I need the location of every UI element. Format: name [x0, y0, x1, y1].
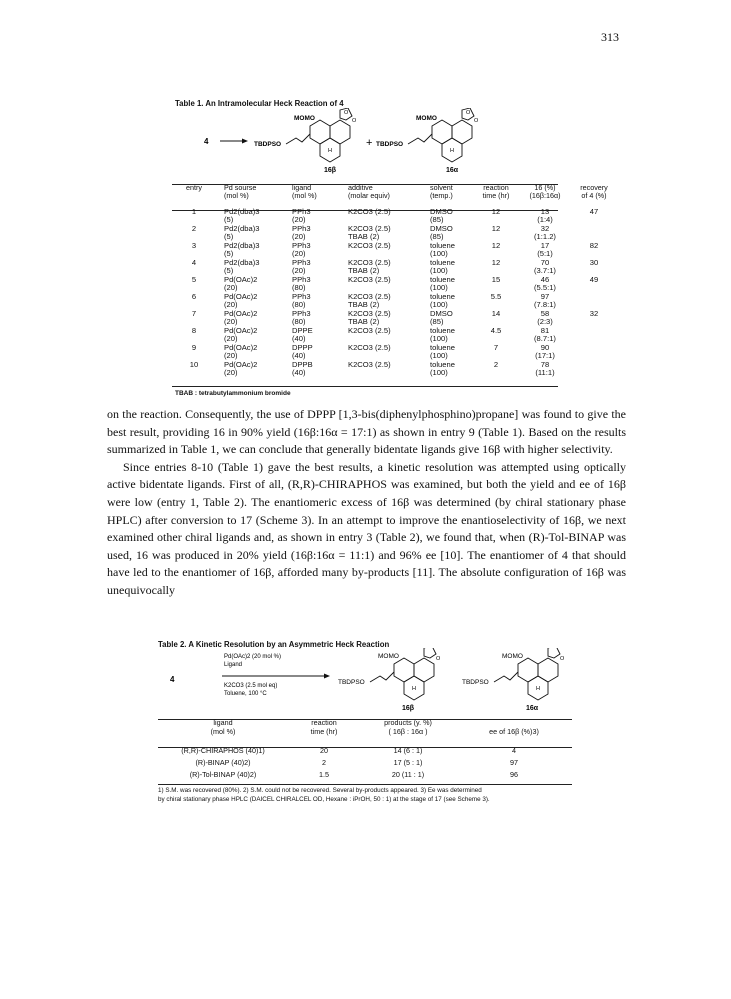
table-cell: 2: [493, 360, 499, 369]
text-label: (5:1): [537, 249, 553, 259]
table-row: [172, 259, 614, 276]
text-label: 97: [540, 292, 550, 301]
table-cell: [158, 719, 288, 745]
text-label: 16 (%): [534, 183, 556, 192]
text-label: K2CO3 (2.5): [348, 241, 391, 250]
text-label: (mol %): [292, 191, 317, 200]
table-cell: 7: [493, 343, 499, 352]
text-label: O: [560, 656, 565, 662]
text-label: (3.7:1): [534, 266, 556, 276]
table-cell: 1: [191, 207, 197, 216]
text-label: DMSO: [430, 224, 453, 233]
text-label: (20): [224, 334, 238, 344]
table1-caption: Table 1. An Intramolecular Heck Reaction of 4: [175, 99, 344, 108]
text-label: DPPB: [292, 360, 313, 369]
text-label: K2CO3 (2.5): [348, 309, 391, 318]
table2-footnote: 1) S.M. was recovered (80%). 2) S.M. could not be recovered. Several by-products appeared. 3) Ee was determined: [158, 787, 482, 794]
table-cell: 12: [491, 258, 501, 267]
molecule-16beta: [254, 108, 357, 174]
table-cell: 12: [491, 224, 501, 233]
table-cell: [424, 344, 476, 361]
text-label: O: [436, 656, 441, 662]
table-row: [172, 293, 614, 310]
table-cell: 14: [491, 309, 501, 318]
text-label: entry: [186, 183, 202, 192]
table1-footnote: TBAB : tetrabutylammonium bromide: [175, 390, 291, 397]
table-cell: 5.5: [490, 292, 502, 301]
text-label: (80): [292, 300, 306, 310]
table2-bottom-rule: [158, 784, 572, 785]
text-label: PPh3: [292, 258, 311, 267]
text-label: TBDPSO: [338, 679, 365, 686]
table-cell: [288, 293, 340, 310]
table-cell: [288, 719, 360, 745]
text-label: (40): [292, 368, 306, 378]
text-label: (20): [224, 317, 238, 327]
text-label: (20): [292, 215, 306, 225]
text-label: (8.7:1): [534, 334, 556, 344]
body-paragraph: on the reaction. Consequently, the use of DPPP [1,3-bis(diphenylphosphino)propane] was found to give the best result, providing 16 in 90% yield (16β:16α = 17:1) as shown in entry 9 (Table 1). Based on the results summarized in Table 1, we can conclude that generally bidentate ligands give 16β with higher selectivity.: [107, 407, 626, 457]
text-label: (5): [224, 266, 234, 276]
page-number: 313: [601, 30, 619, 44]
text-label: 13: [540, 207, 550, 216]
text-label: K2CO3 (2.5): [348, 326, 391, 335]
table-cell: [288, 259, 340, 276]
text-label: (20): [292, 232, 306, 242]
text-label: toluene: [430, 275, 455, 284]
table-cell: [340, 361, 424, 378]
text-label: (17:1): [535, 351, 555, 361]
table-cell: 96: [510, 770, 518, 779]
table-cell: [288, 327, 340, 344]
text-label: toluene: [430, 241, 455, 250]
table-row: [158, 745, 572, 757]
table2-footnotes: [158, 786, 578, 804]
table-cell: [360, 719, 456, 745]
text-label: O: [352, 118, 357, 124]
text-label: (100): [430, 249, 448, 259]
text-label: (20): [224, 300, 238, 310]
text-label: solvent: [430, 183, 453, 192]
text-label: (40): [292, 351, 306, 361]
table-cell: [216, 310, 288, 327]
text-label: (80): [292, 283, 306, 293]
table-cell: [340, 259, 424, 276]
text-label: (100): [430, 351, 448, 361]
text-label: Pd(OAc)2: [224, 360, 258, 369]
text-label: O: [474, 118, 479, 124]
text-label: Pd2(dba)3: [224, 258, 260, 267]
table-cell: 15: [491, 275, 501, 284]
text-label: (20): [224, 368, 238, 378]
table2-reaction-scheme: [148, 648, 588, 714]
text-label: (20): [224, 351, 238, 361]
table-cell: [216, 242, 288, 259]
text-label: 16α: [526, 705, 539, 712]
text-label: K2CO3 (2.5): [348, 360, 391, 369]
text-label: 4: [170, 675, 175, 684]
table-cell: [288, 344, 340, 361]
text-label: MOMO: [502, 653, 523, 660]
text-label: (mol %): [210, 726, 236, 736]
text-label: (5): [224, 215, 234, 225]
table-row: [172, 208, 614, 225]
table-cell: [424, 259, 476, 276]
text-label: of 4 (%): [581, 191, 607, 200]
table-cell: [574, 225, 614, 242]
table1-header-cell: [340, 184, 424, 208]
table-cell: 30: [589, 258, 599, 267]
molecule-16beta: [338, 648, 441, 712]
table-cell: [516, 310, 574, 327]
table-cell: 12: [491, 207, 501, 216]
table-cell: 9: [191, 343, 197, 352]
text-label: (85): [430, 232, 444, 242]
text-label: (temp.): [430, 191, 453, 200]
text-label: reaction: [483, 183, 509, 192]
table-cell: [216, 208, 288, 225]
table1-reaction-scheme: [170, 108, 570, 184]
table-cell: 47: [589, 207, 599, 216]
scheme1-prod-a-label: 16β: [324, 167, 337, 174]
text-label: MOMO: [416, 115, 437, 122]
table-cell: [288, 310, 340, 327]
text-label: Pd2(dba)3: [224, 241, 260, 250]
table-cell: [424, 327, 476, 344]
text-label: toluene: [430, 258, 455, 267]
text-label: 46: [540, 275, 550, 284]
text-label: MOMO: [378, 653, 399, 660]
text-label: 32: [540, 224, 550, 233]
text-label: O: [466, 110, 471, 116]
text-label: (40): [292, 334, 306, 344]
table-cell: [456, 719, 572, 745]
text-label: (100): [430, 300, 448, 310]
text-label: (100): [430, 368, 448, 378]
text-label: time (hr): [310, 726, 338, 736]
table1-header-cell: [476, 184, 516, 208]
table-cell: (R)-Tol-BINAP (40)2): [189, 770, 257, 779]
molecule-16alpha: [376, 108, 479, 174]
table2-caption: Table 2. A Kinetic Resolution by an Asymmetric Heck Reaction: [158, 640, 390, 649]
text-label: 17: [540, 241, 550, 250]
text-label: Pd2(dba)3: [224, 207, 260, 216]
table-cell: [216, 259, 288, 276]
table1-header-cell: [216, 184, 288, 208]
table-cell: [574, 293, 614, 310]
text-label: PPh3: [292, 207, 311, 216]
text-label: (7.8:1): [534, 300, 556, 310]
text-label: PPh3: [292, 224, 311, 233]
text-label: Pd(OAc)2: [224, 275, 258, 284]
text-label: K2CO3 (2.5): [348, 258, 391, 267]
text-label: (5): [224, 249, 234, 259]
table-cell: [340, 327, 424, 344]
text-label: H: [536, 686, 540, 692]
text-label: 58: [540, 309, 550, 318]
table-cell: [516, 293, 574, 310]
body-text: [107, 406, 626, 600]
table-cell: [516, 361, 574, 378]
table-row: [172, 361, 614, 378]
table-cell: 4: [191, 258, 197, 267]
table-cell: 8: [191, 326, 197, 335]
text-label: 16β: [402, 705, 415, 712]
table1-header-cell: [172, 184, 216, 208]
table-cell: 20 (11 : 1): [391, 770, 425, 779]
table-cell: [340, 310, 424, 327]
text-label: 90: [540, 343, 550, 352]
text-label: +: [366, 137, 373, 149]
table-row: [172, 327, 614, 344]
text-label: toluene: [430, 343, 455, 352]
table-cell: [516, 208, 574, 225]
table-cell: [288, 208, 340, 225]
table-cell: [516, 327, 574, 344]
table1-header-cell: [288, 184, 340, 208]
table-cell: [574, 327, 614, 344]
table-cell: (R,R)-CHIRAPHOS (40)1): [181, 746, 265, 755]
table-row: [172, 344, 614, 361]
table2-header-row: [158, 719, 572, 745]
text-label: (16β:16α): [529, 191, 561, 200]
table-cell: [574, 361, 614, 378]
table-cell: [424, 276, 476, 293]
table-row: [158, 769, 572, 781]
table-cell: [216, 327, 288, 344]
table-cell: [340, 344, 424, 361]
table1-header-cell: [574, 184, 614, 208]
table-cell: [516, 225, 574, 242]
table-cell: 14 (6 : 1): [393, 746, 423, 755]
table-cell: 7: [191, 309, 197, 318]
text-label: ee of 16β (%)3): [489, 726, 539, 736]
text-label: H: [450, 148, 454, 154]
table-cell: 4.5: [490, 326, 502, 335]
text-label: TBAB (2): [348, 317, 380, 327]
text-label: MOMO: [294, 115, 315, 122]
text-label: Pd sourse: [224, 183, 257, 192]
text-label: (85): [430, 317, 444, 327]
table-cell: [216, 293, 288, 310]
text-label: DMSO: [430, 309, 453, 318]
text-label: Pd(OAc)2: [224, 326, 258, 335]
table1-header-cell: [516, 184, 574, 208]
table-cell: 4: [512, 746, 516, 755]
table-cell: [288, 361, 340, 378]
text-label: additive: [348, 183, 373, 192]
table-row: [172, 242, 614, 259]
text-label: DPPE: [292, 326, 313, 335]
text-label: 78: [540, 360, 550, 369]
text-label: TBDPSO: [462, 679, 489, 686]
table1-bottom-rule: [172, 386, 558, 387]
text-label: ligand: [213, 718, 233, 727]
text-label: 81: [540, 326, 550, 335]
table-cell: [340, 276, 424, 293]
table1-header-cell: [424, 184, 476, 208]
text-label: (80): [292, 317, 306, 327]
text-label: K2CO3 (2.5): [348, 275, 391, 284]
text-label: H: [328, 148, 332, 154]
text-label: DMSO: [430, 207, 453, 216]
table-cell: [288, 276, 340, 293]
table-cell: 17 (5 : 1): [393, 758, 423, 767]
table-cell: 6: [191, 292, 197, 301]
text-label: K2CO3 (2.5): [348, 292, 391, 301]
text-label: TBAB (2): [348, 266, 380, 276]
table-cell: 32: [589, 309, 599, 318]
table-cell: 12: [491, 241, 501, 250]
text-label: Pd(OAc)2: [224, 343, 258, 352]
text-label: (molar equiv): [348, 191, 390, 200]
text-label: DPPP: [292, 343, 313, 352]
text-label: (5.5:1): [534, 283, 556, 293]
table-cell: [424, 293, 476, 310]
scheme1-reactant: 4: [204, 137, 209, 146]
table-cell: [216, 361, 288, 378]
table-cell: [424, 310, 476, 327]
table-cell: 82: [589, 241, 599, 250]
text-label: ligand: [292, 183, 312, 192]
text-label: 70: [540, 258, 550, 267]
text-label: (20): [224, 283, 238, 293]
text-label: K2CO3 (2.5): [348, 224, 391, 233]
text-label: (5): [224, 232, 234, 242]
text-label: Ligand: [224, 662, 243, 668]
table-row: [172, 225, 614, 242]
table-row: [172, 310, 614, 327]
table-cell: [574, 344, 614, 361]
text-label: TBDPSO: [254, 141, 282, 148]
table-cell: [216, 225, 288, 242]
table-cell: 5: [191, 275, 197, 284]
table-cell: [424, 225, 476, 242]
table-cell: [340, 242, 424, 259]
text-label: (1:1.2): [534, 232, 556, 242]
text-label: PPh3: [292, 275, 311, 284]
text-label: O: [344, 110, 349, 116]
table-row: [172, 276, 614, 293]
text-label: TBDPSO: [376, 141, 404, 148]
table-cell: [216, 344, 288, 361]
table-cell: [340, 293, 424, 310]
text-label: reaction: [311, 718, 337, 727]
table-cell: [516, 276, 574, 293]
text-label: TBAB (2): [348, 232, 380, 242]
table2: [158, 719, 572, 781]
text-label: toluene: [430, 292, 455, 301]
table-cell: 20: [320, 746, 328, 755]
table-cell: [340, 208, 424, 225]
text-label: (100): [430, 266, 448, 276]
text-label: (2:3): [537, 317, 553, 327]
table2-footnote: by chiral stationary phase HPLC (DAICEL CHIRALCEL OD, Hexane : iPrOH, 50 : 1) at the stage of 17 (see Scheme 3).: [158, 796, 490, 803]
table1-header-row: [172, 184, 614, 208]
text-label: (mol %): [224, 191, 249, 200]
text-label: recovery: [580, 183, 608, 192]
text-label: PPh3: [292, 309, 311, 318]
text-label: K2CO3 (2.5): [348, 207, 391, 216]
table-cell: 49: [589, 275, 599, 284]
text-label: (20): [292, 249, 306, 259]
text-label: toluene: [430, 326, 455, 335]
molecule-16alpha: [462, 648, 565, 712]
table-cell: 97: [510, 758, 518, 767]
table1: [172, 184, 614, 378]
table-cell: [516, 259, 574, 276]
table-cell: 3: [191, 241, 197, 250]
text-label: TBAB (2): [348, 300, 380, 310]
table-cell: (R)-BINAP (40)2): [195, 758, 251, 767]
table-row: [158, 757, 572, 769]
table-cell: [288, 225, 340, 242]
text-label: Pd(OAc)2 (20 mol %): [224, 654, 282, 660]
text-label: Toluene, 100 °C: [224, 691, 267, 697]
body-paragraph: Since entries 8-10 (Table 1) gave the best results, a kinetic resolution was attempted using optically active bidentate ligands. First of all, (R,R)-CHIRAPHOS was examined, but both the yield and ee of 16β were low (entry 1, Table 2). The enantiomeric excess of 16β was determined (by chiral stationary phase HPLC) after conversion to 17 (Scheme 3). In an attempt to improve the enantioselectivity of 16β, we next examined other chiral ligands and, as shown in entry 3 (Table 2), we found that, when (R)-Tol-BINAP was used, 16 was produced in 20% yield (16β:16α = 11:1) and 96% ee [10]. The enantiomer of 4 that should have led to the enantiomer of 16β, afforded many by-products [11]. The absolute configuration of 16β was unequivocally: [107, 459, 626, 597]
table-cell: [516, 242, 574, 259]
table-cell: [216, 276, 288, 293]
text-label: (100): [430, 283, 448, 293]
table-cell: [516, 344, 574, 361]
text-label: (20): [292, 266, 306, 276]
table-cell: [424, 361, 476, 378]
table-cell: 2: [322, 758, 326, 767]
table-cell: [424, 208, 476, 225]
text-label: ( 16β : 16α ): [388, 726, 428, 736]
text-label: PPh3: [292, 241, 311, 250]
table-cell: 2: [191, 224, 197, 233]
text-label: K2CO3 (2.5): [348, 343, 391, 352]
table-cell: 1.5: [319, 770, 329, 779]
text-label: (11:1): [535, 368, 555, 378]
text-label: Pd2(dba)3: [224, 224, 260, 233]
text-label: (1:4): [537, 215, 553, 225]
text-label: (85): [430, 215, 444, 225]
scheme1-prod-b-label: 16α: [446, 167, 459, 174]
table-cell: [288, 242, 340, 259]
text-label: H: [412, 686, 416, 692]
text-label: products (y. %): [384, 718, 432, 727]
text-label: K2CO3 (2.5 mol eq): [224, 683, 278, 689]
table-cell: [424, 242, 476, 259]
text-label: Pd(OAc)2: [224, 309, 258, 318]
text-label: toluene: [430, 360, 455, 369]
text-label: Pd(OAc)2: [224, 292, 258, 301]
text-label: PPh3: [292, 292, 311, 301]
text-label: time (hr): [482, 191, 510, 200]
table-cell: [340, 225, 424, 242]
text-label: (100): [430, 334, 448, 344]
table-cell: 10: [189, 360, 199, 369]
